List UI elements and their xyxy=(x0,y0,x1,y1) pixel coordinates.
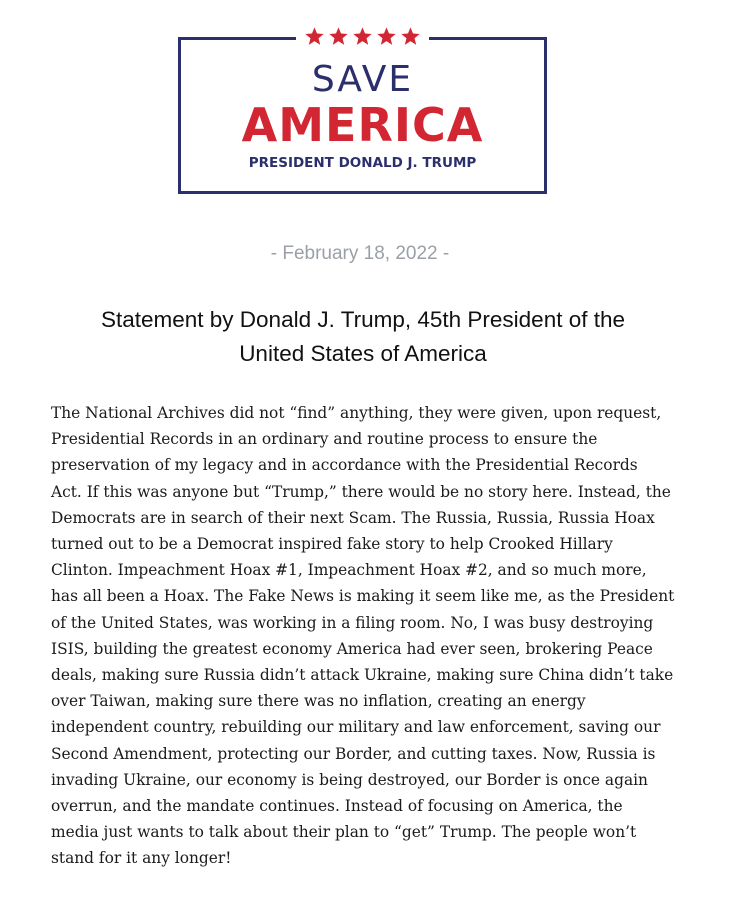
star-icon xyxy=(304,26,325,47)
star-icon xyxy=(352,26,373,47)
body-line: turned out to be a Democrat inspired fake story to help Crooked Hillary xyxy=(51,535,613,554)
logo-stars xyxy=(181,26,544,47)
statement-body xyxy=(51,400,691,872)
title-line: Statement by Donald J. Trump, 45th President of the xyxy=(100,307,626,332)
body-line: stand for it any longer! xyxy=(51,849,232,868)
body-line: The National Archives did not “find” anything, they were given, upon request, xyxy=(51,404,662,422)
body-line: ISIS, building the greatest economy America had ever seen, brokering Peace xyxy=(51,639,653,658)
body-line: invading Ukraine, our economy is being destroyed, our Border is once again xyxy=(51,770,648,789)
logo-america-text: AMERICA xyxy=(241,98,484,152)
body-line: preservation of my legacy and in accordance with the Presidential Records xyxy=(51,456,638,475)
star-icon xyxy=(400,26,421,47)
body-line: Act. If this was anyone but “Trump,” there would be no story here. Instead, the xyxy=(51,482,671,501)
star-icon xyxy=(376,26,397,47)
body-line: Presidential Records in an ordinary and routine process to ensure the xyxy=(51,430,598,449)
logo-subtitle: PRESIDENT DONALD J. TRUMP xyxy=(248,155,477,171)
body-line: of the United States, was working in a filing room. No, I was busy destroying xyxy=(51,613,654,632)
body-line: Clinton. Impeachment Hoax #1, Impeachment Hoax #2, and so much more, xyxy=(51,561,647,580)
body-line: independent country, rebuilding our military and law enforcement, saving our xyxy=(51,718,661,737)
logo-save-text: SAVE xyxy=(311,59,414,100)
body-line: over Taiwan, making sure there was no inflation, creating an energy xyxy=(51,692,586,711)
body-line: overrun, and the mandate continues. Instead of focusing on America, the xyxy=(51,797,623,816)
save-america-logo xyxy=(178,37,547,194)
body-line: deals, making sure Russia didn’t attack Ukraine, making sure China didn’t take xyxy=(51,666,674,685)
body-line: media just wants to talk about their plan to “get” Trump. The people won’t xyxy=(51,823,637,842)
title-line: United States of America xyxy=(239,341,487,366)
star-icon xyxy=(328,26,349,47)
body-line: Democrats are in search of their next Scam. The Russia, Russia, Russia Hoax xyxy=(51,508,655,527)
statement-date: - February 18, 2022 - xyxy=(270,243,450,264)
body-line: has all been a Hoax. The Fake News is making it seem like me, as the President xyxy=(51,587,675,606)
statement-title xyxy=(40,303,686,371)
body-line: Second Amendment, protecting our Border, and cutting taxes. Now, Russia is xyxy=(51,744,656,763)
